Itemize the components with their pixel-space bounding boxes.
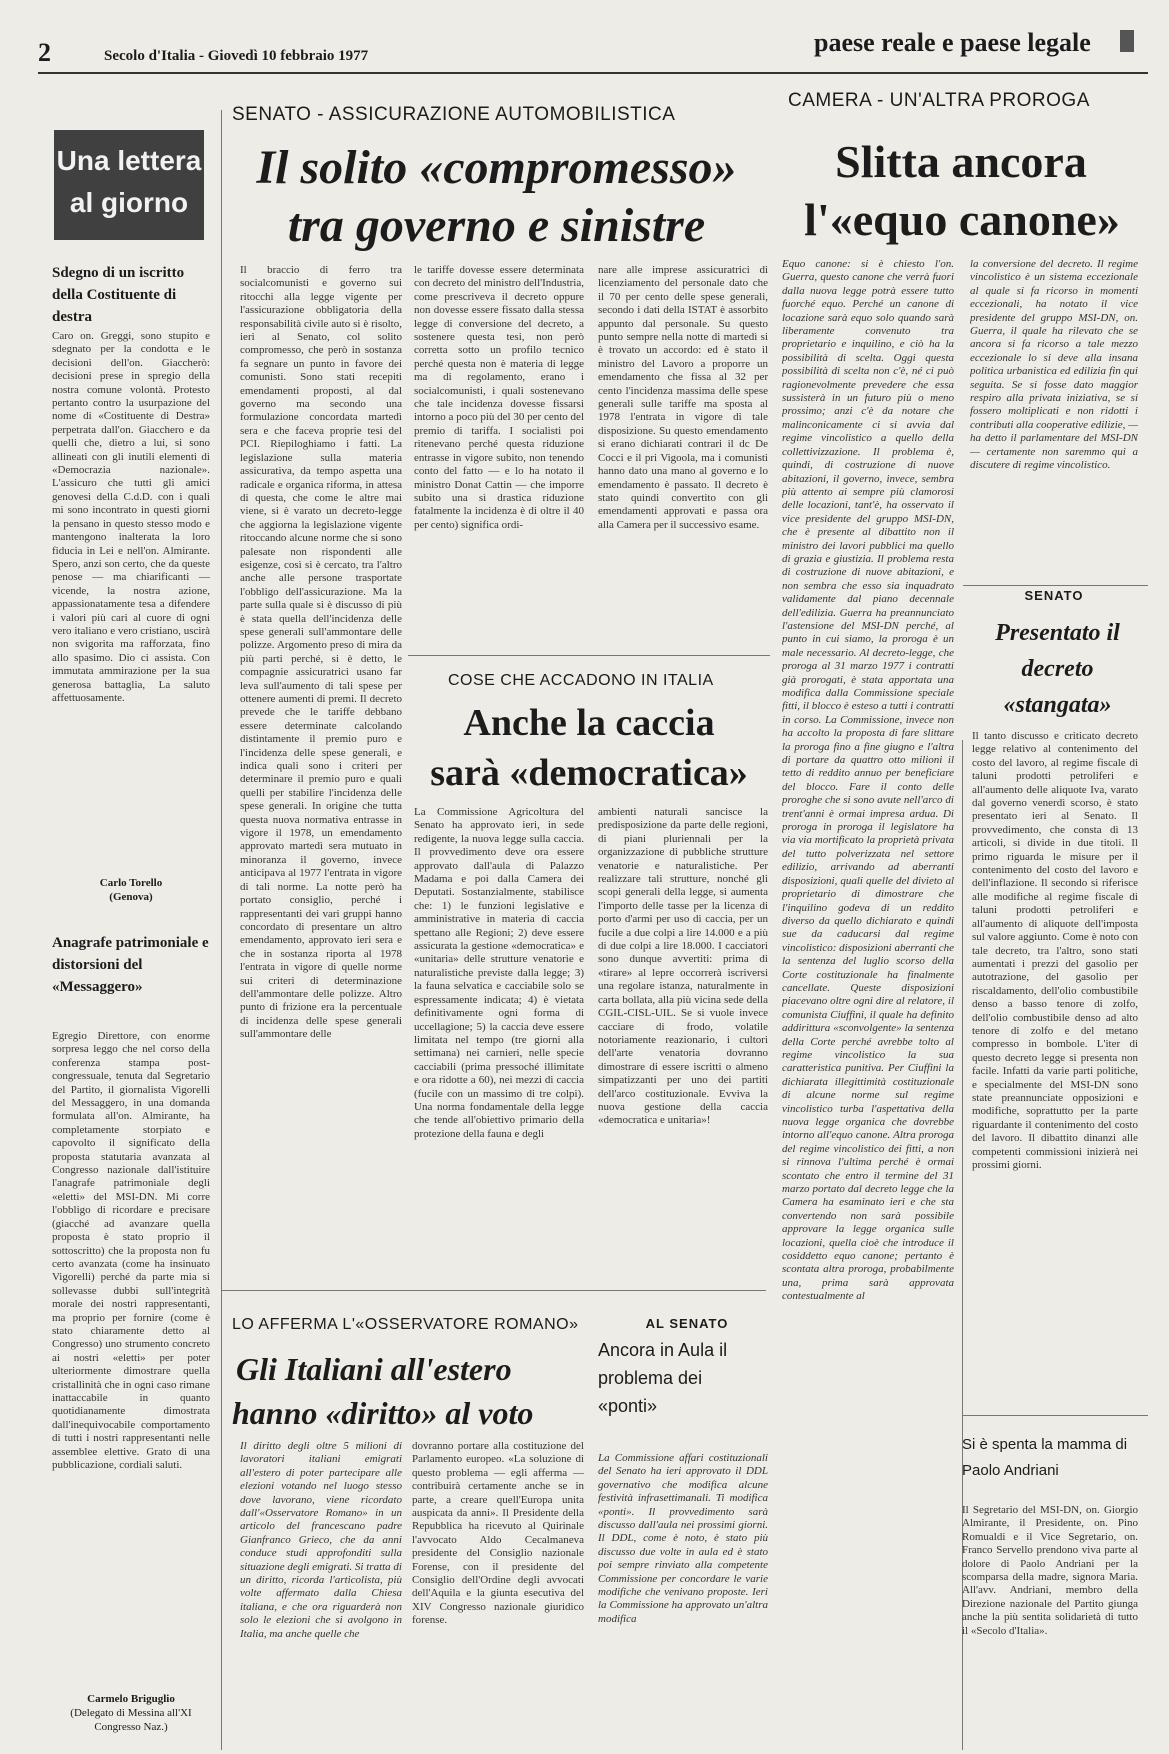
osservatore-col-1: Il diritto degli oltre 5 milioni di lavoratori italiani emigrati all'estero di poter partecipare alle elezioni votando nel luogo stesso dove lavorano, viene ricordato dall'«Osservatore Romano» in un articolo del francescano padre Gianfranco Grieco, che da anni conduce studi approfonditi sulla situazione degli emigrati. Si tratta di un diritto, ricorda l'articolista, più volte affermato dalla Chiesa italiana, e che ora riguarderà non solo le elezioni che si avolgono in Italia, ma anche quelle che — [240, 1440, 402, 1640]
lettera-title: Sdegno di un iscritto della Costituente di destra — [52, 265, 185, 325]
anagrafe-signature-note: (Delegato di Messina all'XI Congresso Naz.) — [70, 1707, 192, 1733]
lettera-body: Caro on. Greggi, sono stupito e sdegnato per la condotta e le decisioni dell'on. Giaccherò: decisioni prese in spregio della nostra comune volontà. Protesto pertanto contro la usurpazione del nome di «Costituente di Destra» perpetrata dall'on. Giacchero e da quelli che, dietro a lui, si sono allineati con gli inutili elementi di «Democrazia nazionale». L'assicuro che tutti gli amici genovesi della C.d.D. con i quali mi sono incontrato in questi giorni la pensano in questo stesso modo e mantengono inalterata la loro fiducia in Lei e nell'on. Almirante. Spero, anzi son certo, che da queste penose — ma chiarificanti — vicende, la nostra azione, appassionatamente tesa a difendere i valori più cari al cuore di ogni vero italiano e vero cristiano, uscirà non svigorita ma rafforzata, fino allo spasimo. Dio ci assista. Con immutata ammirazione per la sua generosa battaglia, La saluto affettuosamente. — [52, 330, 210, 704]
senato-col-3: nare alle imprese assicuratrici di licenziamento del personale dato che il 70 per cento delle spese generali, secondo i dati della ISTAT è assorbito appunto dal personale. Su questo punto sempre nella notte di martedì si è trovato un accordo: ed è stato il ministro del Lavoro a proporre un emendamento che fissa al 32 per cento l'incidenza massima delle spese generali sulle tariffe ma sposta al 1978 l'entrata in vigore di tale disposizione. Su questo emendamento si erano dichiarati contrari il dc De Cocci e il pri Vigoola, ma i comunisti hanno dato una mano al governo e lo emendamento è passato. Il decreto è stato quindi convertito con gli emendamenti approvati e passa ora alla Camera per il successivo esame. — [598, 264, 768, 531]
caccia-col-2: ambienti naturali sancisce la predisposizione da parte delle regioni, di piani pluriennali per la organizzazione di pubbliche strutture venatorie e naturalistiche. Per realizzare tali strutture, nonché gli scopi generali della legge, si aumenta l'importo delle tasse per la licenza di porto d'armi per uso di caccia, per un fucile a due colpi a lire 14.000 e a più di due colpi a lire 18.000. I cacciatori sono dunque avvertiti: prima di «tirare» al lepre occorrerà iscriversi una regolare istanza, naturalmente in carta bollata, alla più vicina sede della CGIL-CISL-UIL. Se si vuole invece cacciare di frodo, volatile notoriamente reazionario, i cultori dell'arte venatoria dovranno dimostrare di essere iscritti o almeno simpatizzanti per uno dei partiti dell'arco costituzionale. Evviva la nuova gestione della caccia «democratica e unitaria»! — [598, 806, 768, 1127]
column-divider — [221, 110, 222, 1750]
camera-headline-2: l'«equo canone» — [804, 194, 1120, 245]
anagrafe-title: Anagrafe patrimoniale e distorsioni del «Messaggero» — [52, 935, 209, 995]
caccia-headline-2: sarà «democratica» — [430, 752, 748, 794]
camera-col-1: Equo canone: si è chiesto l'on. Guerra, questo canone che verrà fuori dalla nuova legge potrà essere tutto fuorché equo. Perché un canone di locazione sarà equo solo quando sarà liberamente convenuto tra proprietario e inquilino, e ciò ha la possibilità di scelta. Oggi questa possibilità di scelta non c'è, né ci può ragionevolmente prevedere che essa sussisterà in un futuro più o meno prossimo; anzi c'è da notare che malinconicamente ci si avvia dal regime vincolistico a quello della collettivizzazione. Il problema è, quindi, di costruzione di nuove abitazioni, il governo, invece, sembra più attento ai sempre più clamorosi delle locazioni, tant'è, ha osservato il vice presidente del gruppo MSI-DN, che è presente al dibattito non il ministro dei lavori pubblici ma quello di grazia e giustizia. Il problema resta di costruzione di nuove abitazioni, e non sembra che esso sia inquadrato validamente dal piano decennale dell'edilizia. Guerra ha preannunciato l'astensione del MSI-DN perché, al punto in cui siamo, la proroga è un male necessario. Al decreto-legge, che proroga al 31 marzo 1977 i contratti già prorogati, è stata apportata una modifica dalla Commissione speciale fitti, il blocco è esteso a tutti i contratti in corso. La Commissione, invece non ha accolto la proposta di fare slittare la proroga fino a fine giugno e l'altra di portare da quattro otto milioni il tetto di reddito annuo per beneficiare del blocco. Fare il conto delle proroghe che si sono avute nell'arco di trent'anni è ormai impresa ardua. Di proroga in proroga il legislatore ha via via mortificato la proprietà privata del tutto polverizzata nel settore edilizio, arrivando ad aberranti disposizioni, quali quelle del divieto al proprietario di dimostrare che l'inquilino godeva di un reddito diverso da quello dichiarato e quindi sue da caducarsi dal regime vincolistico: disposizioni aberranti che la sentenza del luglio scorso della Corte costituzionale ha finalmente cancellate. Queste disposizioni piacevano oltre ogni dire al relatore, il comunista Ciuffini, il quale ha definito addirittura «sconvolgente» la sentenza della Corte perché avrebbe tolto al regime vincolistico la sua caratteristica punitiva. Per Ciuffini la dichiarata illegittimità costituzionale di alcune norme sul regime vincolistico turba l'aspettativa della nuova legge organica che dovrebbe intorno all'equo canone. Altra proroga del regime vincolistico dei fitti, a non si rinnova l'ultima perché è ormai scontato che entro il termine del 31 marzo portato dal decreto legge che la Camera ha esaminato ieri e che sta convertendo non sarà possibile approvare la legge organica sulle locazioni, quella cioè che introduce il cosiddetto equo canone; pertanto è scontata altra proroga, probabilmente una, prima sarà approvata contestualmente al — [782, 258, 954, 1303]
header-rule — [38, 72, 1148, 74]
andriani-headline: Si è spenta la mamma di Paolo Andriani — [962, 1436, 1128, 1479]
osservatore-col-2: dovranno portare alla costituzione del Parlamento europeo. «La soluzione di questo problema — egli afferma — contribuirà certamente anche se in parte, a creare quell'Europa unita auspicata da anni». Il Presidente della Repubblica ha ricevuto al Quirinale l'avvocato Aldo Cecalmaneva presidente del Consiglio nazionale Forense, con il presidente del Consiglio dell'Ordine degli avvocati dell'Aquila e la giunta esecutiva del XIV Congresso nazionale giuridico forense. — [412, 1440, 584, 1627]
lettera-signature-city: (Genova) — [109, 891, 153, 903]
section-divider — [408, 655, 770, 656]
lettera-signature: Carlo Torello — [99, 877, 163, 889]
caccia-kicker: COSE CHE ACCADONO IN ITALIA — [448, 672, 714, 689]
anagrafe-signature: Carmelo Briguglio — [87, 1693, 175, 1705]
senato-kicker: SENATO - ASSICURAZIONE AUTOMOBILISTICA — [232, 104, 676, 125]
senato-col-2: le tariffe dovesse essere determinata con decreto del ministro dell'Industria, come prescriveva il decreto oppure non dovesse essere fissato dalla stessa legge di conversione del decreto, a sostenere questa tesi, non però corretta sotto un profilo tecnico perché questa non è materia di legge ma di regolamento, erano i socialcomunisti, i quali sostenevano che tale incidenza dovesse fissarsi intorno a poco più del 30 per cento del premio di tariffa. I socialisti poi ritenevano perché questa riduzione entrasse in vigore subito, non tenendo conto del fatto — e lo ha notato il ministro Donat Cattin — che imporre subito una sì drastica riduzione fatalmente la incidenza è di oltre il 40 per cento) significa ordi- — [414, 264, 584, 531]
senato-headline-1: Il solito «compromesso» — [256, 141, 737, 194]
section-divider — [221, 1290, 766, 1291]
lettera-label-box: Una lettera al giorno — [54, 130, 204, 240]
stangata-headline: Presentato il decreto «stangata» — [995, 620, 1120, 718]
osservatore-kicker: LO AFFERMA L'«OSSERVATORE ROMANO» — [232, 1316, 579, 1333]
caccia-headline-1: Anche la caccia — [463, 702, 715, 744]
caccia-col-1: La Commissione Agricoltura del Senato ha approvato ieri, in sede redigente, la nuova legge sulla caccia. Il provvedimento deve ora essere approvato dall'aula di Palazzo Madama e poi dalla Camera dei Deputati. Sostanzialmente, stabilisce che: 1) le funzioni legislative e amministrative in materia di caccia spettano alle Regioni; 2) deve essere assicurata la gestione «democratica» e «unitaria» delle strutture venatorie e naturalistiche previste dalla legge; 3) la fauna selvatica e cacciabile solo se espressamente indicata; 4) è vietata definitivamente ogni forma di uccellagione; 5) la caccia deve essere limitata nel tempo (tre giorni alla settimana) nei carnieri, nelle specie cacciabili (prima pressoché illimitate e ora ridotte a 60), nei mezzi di caccia (fucile con un massimo di tre colpi). Una norma fondamentale della legge che tende all'obiettivo primario della protezione della fauna e degli — [414, 806, 584, 1140]
stangata-body: Il tanto discusso e criticato decreto legge relativo al contenimento del costo del lavoro, al regime fiscale di taluni prodotti petroliferi e all'aumento delle aliquote Iva, varato dal governo venerdì scorso, è stato presentato ieri al Senato. Il provvedimento, che consta di 13 articoli, si divide in due titoli. Il primo riguarda le misure per il contenimento del costo del lavoro e dell'inflazione. Il secondo si riferisce alle modifiche al regime fiscale di taluni prodotti petroliferi e all'aumento di aliquote dell'imposta sul valore aggiunto. Come è noto con tale decreto, tra l'altro, sono stati aumentati i prezzi del gasolio per autotrazione, del gasolio per riscaldamento, dell'olio combustibile denso a basso tenore di zolfo, dell'olio combustibile denso ad alto tenore di zolfo e del metano compresso in bombole. L'iter di questo decreto legge si presenta non facile. Infatti da varie parti politiche, e specialmente del MSI-DN sono state preannunciate opposizioni e modifiche, soprattutto per la parte riguardante il contenimento del costo del lavoro. Il dibattito dinanzi alle competenti commissioni inizierà nei prossimi giorni. — [972, 730, 1138, 1171]
stangata-label: SENATO — [1024, 588, 1084, 603]
senato-col-1: Il braccio di ferro tra socialcomunisti e governo sui ritocchi alla legge vigente per l'assicurazione obbligatoria della responsabilità civile auto si è risolto, ieri al Senato, col solito compromesso, che però in sostanza fa segnare un punto in favore dei comunisti. Sono stati recepiti emendamenti proposti, al dal governo ma secondo una formulazione concordata martedì sera e che faceva proprie tesi del PCI. Riepiloghiamo i fatti. La legislazione sulla materia assicurativa, da tempo aspetta una radicale e organica riforma, in attesa di questa, che come le altre mai viene, si è varato un decreto-legge che aggiorna la legislazione vigente ritoccando alcune norme che si sono palesate non rispondenti alle esigenze, così si è cercato, tra l'altro anche alle persone trasportate l'obbligo dell'assicurazione. Ma la parte sulla quale si è discusso di più è stata quella dell'incidenza delle spese generali sull'ammontare delle polizze. Argomento preso di mira da più parti perché, si è detto, le compagnie assicuratrici usano far leva sull'aumento di tali spese per ottenere aumenti di premi. Il decreto prevede che le tariffe debbano essere determinate calcolando distintamente il premio puro e l'incidenza delle spese generali, e indica quali sono i criteri per determinare il premio puro e quali quelli per stabilire l'incidenza delle spese generali. In origine che tutta questa nuova normativa entrasse in vigore il 1978, un emendamento approvato martedì sera mutuato in minoranza il governo, invece anticipava al 1977 l'entrata in vigore di tali norme. La notte però ha portato consiglio, perché i rappresentanti dei vari gruppi hanno concordato di presentare un altro emendamento, approvato ieri sera e che in sostanza riporta al 1978 l'entrata in vigore di quelle norme sui criteri di determinazione dell'ammontare delle polizze. Altro punto di frizione era la percentuale di incidenza delle spese generali sull'ammontare delle — [240, 264, 402, 1041]
ponti-label: AL SENATO — [645, 1316, 729, 1331]
andriani-body: Il Segretario del MSI-DN, on. Giorgio Almirante, il Presidente, on. Pino Romualdi e il Vice Segretario, on. Franco Servello prendono viva parte al dolore di Paolo Andriani per la scomparsa della madre, signora Maria. All'avv. Andriani, membro della Direzione nazionale del Partito giunga anche la più sentita solidarietà di tutto il «Secolo d'Italia». — [962, 1504, 1138, 1637]
senato-headline-2: tra governo e sinistre — [287, 199, 706, 252]
anagrafe-body: Egregio Direttore, con enorme sorpresa leggo che nel corso della conferenza stampa post-congressuale, tenuta dal Segretario del Partito, il giornalista Vigorelli del Messaggero, in una domanda formulata all'on. Almirante, ha completamente storpiato e capovolto il significato della proposta statutaria avanzata al Congresso nazionale dall'istituire l'anagrafe patrimoniale degli «eletti» del MSI-DN. Mi corre l'obbligo di ricordare e precisare (giacché ad avanzare quella proposta è stato proprio il sottoscritto) che la proposta non fu certo avanzata (come ha insinuato Vigorelli) perché da parte mia si sollevasse dubbi sull'integrità morale dei nostri rappresentanti, ma proprio per fornire (come è stato chiaramente detto al Congresso) uno strumento concreto ai nostri «eletti» per poter ulteriormente dimostrare quella cristallinità che in ogni caso rimane inattaccabile in quanto quotidianamente dimostrata dall'inequivocabile comportamento di tutti i nostri rappresentanti nelle assemblee elettive. Grato di una pubblicazione, cordiali saluti. — [52, 1030, 210, 1471]
section-divider — [963, 585, 1148, 586]
camera-kicker: CAMERA - UN'ALTRA PROROGA — [788, 90, 1090, 111]
section-divider — [963, 1415, 1148, 1416]
section-marker-icon — [1120, 30, 1134, 52]
masthead: Secolo d'Italia - Giovedì 10 febbraio 1977 — [104, 48, 369, 64]
camera-col-2: la conversione del decreto. Il regime vincolistico è un sistema eccezionale al quale si fa ricorso in momenti eccezionali, ha notato il vice presidente del gruppo MSI-DN, on. Guerra, il quale ha rilevato che se ancora si fa ricorso a tale mezzo eccezionale lo si deve alla insana politica urbanistica ed edilizia fin qui seguita. Se si fosse dato maggior respiro alla privata iniziativa, se si fossero moltiplicati e non ridotti i contributi alla cooperative edilizie, — ha detto il parlamentare del MSI-DN — certamente non saremmo qui a discutere di regime vincolistico. — [970, 258, 1138, 472]
osservatore-headline-2: hanno «diritto» al voto — [232, 1395, 534, 1431]
osservatore-headline-1: Gli Italiani all'estero — [236, 1351, 512, 1387]
ponti-headline: Ancora in Aula il problema dei «ponti» — [598, 1340, 728, 1416]
section-title: paese reale e paese legale — [814, 28, 1091, 57]
page-number: 2 — [38, 38, 51, 67]
ponti-body: La Commissione affari costituzionali del Senato ha ieri approvato il DDL governativo che modifica alcune festività infrasettimanali. Ti modifica «ponti». Il provvedimento sarà discusso dall'aula nei prossimi giorni. Il DDL, come è noto, è stato più discusso due volte in aula ed è stato poi sempre rinviato alla competente Commissione per concordare le varie modifiche che venivano proposte. Ieri la Commissione ha approvato un'altra modifica — [598, 1452, 768, 1625]
camera-headline-1: Slitta ancora — [835, 136, 1087, 187]
